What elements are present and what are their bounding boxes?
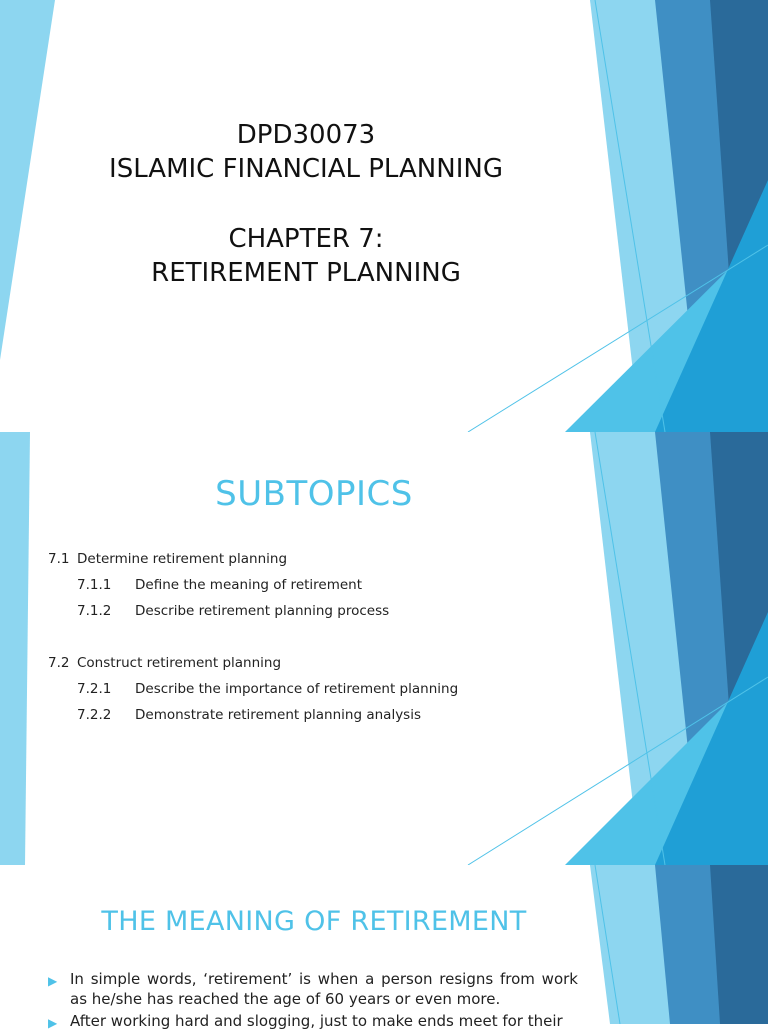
subtopic-text: Define the meaning of retirement xyxy=(135,577,363,593)
bullet-text: After working hard and slogging, just to make ends meet for their xyxy=(70,1012,563,1030)
course-code: DPD30073 xyxy=(236,120,376,150)
subtopic-text: Demonstrate retirement planning analysis xyxy=(135,707,421,723)
meaning-title: THE MEANING OF RETIREMENT xyxy=(101,906,527,937)
bullet-text: In simple words, ‘retirement’ is when a person resigns from work as he/she has reached the age of 60 years or even more. xyxy=(70,970,578,1008)
course-name: ISLAMIC FINANCIAL PLANNING xyxy=(109,154,503,184)
subtopic-text: Describe the importance of retirement planning xyxy=(135,681,459,697)
bullet-arrow-icon: ▶ xyxy=(48,974,58,988)
subtopic-number: 7.2.1 xyxy=(77,681,112,697)
subtopic-text: Determine retirement planning xyxy=(77,551,288,567)
subtopic-text: Construct retirement planning xyxy=(77,655,282,671)
subtopic-number: 7.2 xyxy=(48,655,70,671)
chapter-title: RETIREMENT PLANNING xyxy=(151,258,461,288)
subtopics-title: SUBTOPICS xyxy=(215,474,413,514)
chapter-number: CHAPTER 7: xyxy=(228,224,384,254)
slide-title xyxy=(0,0,768,432)
bullet-arrow-icon: ▶ xyxy=(48,1016,58,1030)
subtopic-number: 7.1.2 xyxy=(77,603,112,619)
slide-decoration xyxy=(0,0,768,432)
subtopic-number: 7.1.1 xyxy=(77,577,112,593)
subtopic-number: 7.2.2 xyxy=(77,707,112,723)
subtopic-number: 7.1 xyxy=(48,551,70,567)
subtopic-text: Describe retirement planning process xyxy=(135,603,390,619)
